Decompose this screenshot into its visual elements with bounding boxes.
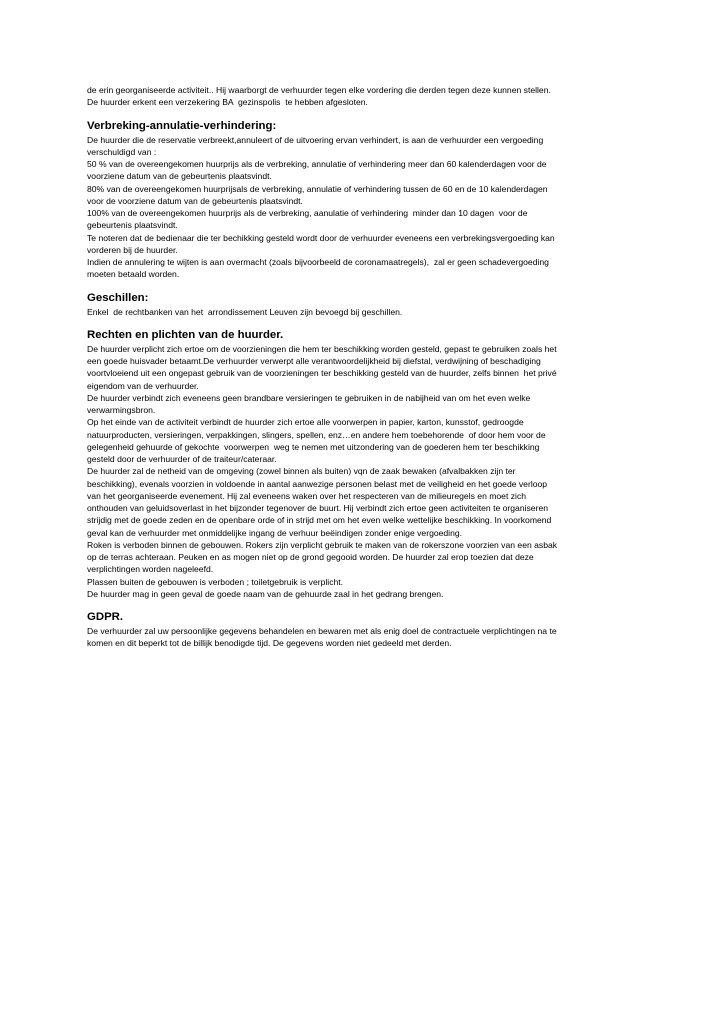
text-line: 100% van de overeengekomen huurprijs als de verbreking, aanulatie of verhindering minder dan 10 dagen voor de (87, 208, 528, 218)
text-line: De huurder verplicht zich ertoe om de voorzieningen die hem ter beschikking worden gesteld, gepast te gebruiken zoals het (87, 343, 557, 354)
text-line: geval kan de verhuurder met onmiddelijke ingang de verhuur beëindigen zonder enige vergoeding. (87, 527, 463, 538)
text-line: 50 % van de overeengekomen huurprijs als de verbreking, annulatie of verhindering meer dan 60 kalenderdagen voor de (87, 159, 547, 169)
text-line: natuurproducten, versieringen, verpakkingen, slingers, spellen, enz…en andere hem toebehorende of door hem voor de (87, 429, 546, 440)
section-verbreking (87, 119, 647, 281)
section-heading: Verbreking-annulatie-verhindering: (87, 119, 277, 132)
text-line: eigendom van de verhuurder. (87, 380, 199, 391)
text-line: voortvloeiend uit een ongepast gebruik van de voorzieningen ter beschikking gesteld van de huurder, zelfs binnen het privé (87, 368, 557, 379)
text-line: een goede huisvader betaamt.De verhuurder verwerpt alle verantwoordelijkheid bij diefstal, verdwijning of beschadiging (87, 356, 541, 366)
text-line: beschikking), evenals voorzien in voldoende in aantal aanwezige personen belast met de veiligheid en het goede verloop (87, 478, 548, 489)
text-line: De huurder erkent een verzekering BA gezinspolis te hebben afgesloten. (87, 97, 368, 108)
text-line: vorderen bij de huurder. (87, 244, 178, 255)
text-line: moeten betaald worden. (87, 269, 180, 280)
text-line: Enkel de rechtbanken van het arrondissement Leuven zijn bevoegd bij geschillen. (87, 306, 403, 317)
text-line: gelegenheid gehuurde of gekochte voorwerpen weg te nemen met uitzondering van de goederen hem ter beschikking (87, 441, 540, 452)
text-line: Op het einde van de activiteit verbindt de huurder zich ertoe alle voorwerpen in papier, karton, kunsstof, gedroogde (87, 417, 524, 428)
document-body (87, 84, 647, 650)
text-line: gebeurtenis plaatsvindt. (87, 220, 178, 231)
section-gdpr (87, 610, 647, 650)
text-line: de erin georganiseerde activiteit.. Hij waarborgt de verhuurder tegen elke vordering die derden tegen deze kunnen stellen. (87, 85, 551, 95)
section-rechten-plichten (87, 328, 647, 600)
text-line: Indien de annulering te wijten is aan overmacht (zoals bijvoorbeeld de coronamaatregels), zal er geen schadevergoeding (87, 257, 549, 267)
section-heading: Geschillen: (87, 291, 149, 304)
section-heading: Rechten en plichten van de huurder. (87, 328, 284, 341)
text-line: van het georganiseerde evenement. Hij zal eveneens waken over het respecteren van de milieuregels en moet zich (87, 490, 527, 501)
text-line: 80% van de overeengekomen huurprijsals de verbreking, annulatie of verhindering tussen de 60 en de 10 kalenderdagen (87, 183, 548, 194)
text-line: Plassen buiten de gebouwen is verboden ; toiletgebruik is verplicht. (87, 576, 344, 587)
text-line: De verhuurder zal uw persoonlijke gegevens behandelen en bewaren met als enig doel de contractuele verplichtingen na te (87, 626, 557, 636)
text-line: voorziene datum van de gebeurtenis plaatsvindt. (87, 171, 272, 182)
section-heading: GDPR. (87, 611, 124, 623)
text-line: verschuldigd van : (87, 146, 157, 157)
text-line: De huurder verbindt zich eveneens geen brandbare versieringen te gebruiken in de nabijheid van om het even welke (87, 392, 531, 403)
text-line: voor de voorziene datum van de gebeurtenis plaatsvindt. (87, 195, 303, 206)
text-line: strijdig met de goede zeden en de openbare orde of in strijd met om het even welke wettelijke beschikking. In voorkomend (87, 515, 552, 526)
text-line: Roken is verboden binnen de gebouwen. Rokers zijn verplicht gebruik te maken van de rokerszone voorzien van een asbak (87, 539, 558, 550)
text-line: verplichtingen worden nageleefd. (87, 564, 214, 575)
text-line: komen en dit beperkt tot de billijk benodigde tijd. De gegevens worden niet gedeeld met derden. (87, 638, 452, 649)
text-line: De huurder mag in geen geval de goede naam van de gehuurde zaal in het gedrang brengen. (87, 588, 444, 599)
text-line: De huurder zal de netheid van de omgeving (zowel binnen als buiten) vqn de zaak bewaken (afvalbakken zijn ter (87, 466, 516, 477)
text-line: gesteld door de verhuurder of de traiteur/cateraar. (87, 454, 277, 464)
text-line: verwarmingsbron. (87, 405, 156, 415)
section-geschillen (87, 291, 647, 318)
text-line: Te noteren dat de bedienaar die ter bechikking gesteld wordt door de verhuurder eveneens een verbrekingsvergoeding kan (87, 232, 555, 243)
text-line: op de terras achteraan. Peuken en as mogen niet op de grond gegooid worden. De huurder zal erop toezien dat deze (87, 552, 534, 562)
text-line: De huurder die de reservatie verbreekt,annuleert of de uitvoering ervan verhindert, is aan de verhuurder een vergoeding (87, 134, 544, 145)
text-line: onthouden van geluidsoverlast in het bijzonder tegenover de buurt. Hij verbindt zich ertoe geen activiteiten te organiseren (87, 503, 549, 513)
intro-paragraph (87, 84, 647, 109)
